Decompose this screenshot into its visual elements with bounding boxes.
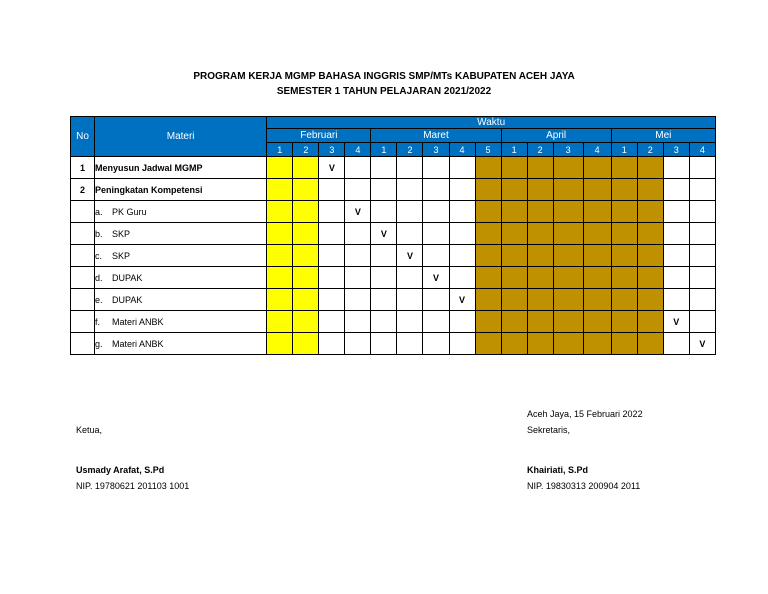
table-row [71, 267, 716, 289]
week-cell [611, 289, 637, 311]
week-cell [319, 289, 345, 311]
week-cell [527, 157, 553, 179]
week-cell [501, 179, 527, 201]
week-cell [371, 157, 397, 179]
table-row [71, 179, 716, 201]
sub-letter: f. [95, 316, 101, 327]
row-number: 1 [71, 157, 95, 179]
week-cell [553, 245, 583, 267]
week-header: 2 [637, 143, 663, 157]
week-cell [293, 223, 319, 245]
header-waktu: Waktu [267, 117, 716, 129]
week-cell [663, 201, 689, 223]
week-cell [397, 289, 423, 311]
check-mark: V [319, 157, 345, 179]
week-cell [583, 201, 611, 223]
week-cell [553, 289, 583, 311]
check-mark: V [371, 223, 397, 245]
week-cell [293, 179, 319, 201]
week-cell [611, 333, 637, 355]
activity-label: Menyusun Jadwal MGMP [95, 157, 267, 179]
week-header: 5 [475, 143, 501, 157]
week-cell [319, 267, 345, 289]
week-cell [397, 333, 423, 355]
week-cell [527, 179, 553, 201]
week-cell [267, 289, 293, 311]
week-cell [611, 157, 637, 179]
activity-label: DUPAK [112, 272, 143, 283]
week-cell [345, 179, 371, 201]
secretary-role: Sekretaris, [527, 425, 571, 435]
activity-label: SKP [112, 228, 131, 239]
check-mark: V [423, 267, 449, 289]
week-header: 4 [345, 143, 371, 157]
row-number [71, 223, 95, 245]
secretary-nip: NIP. 19830313 200904 2011 [527, 481, 641, 491]
week-cell [583, 267, 611, 289]
week-cell [345, 157, 371, 179]
sub-activity [95, 245, 267, 267]
header-materi: Materi [95, 117, 267, 157]
week-cell [583, 245, 611, 267]
week-cell [637, 289, 663, 311]
week-cell [501, 311, 527, 333]
week-cell [319, 333, 345, 355]
week-cell [423, 311, 449, 333]
week-cell [475, 245, 501, 267]
week-cell [345, 223, 371, 245]
table-row [71, 157, 716, 179]
week-cell [527, 201, 553, 223]
activity-label: Materi ANBK [112, 338, 164, 349]
week-cell [345, 311, 371, 333]
week-cell [267, 311, 293, 333]
week-cell [449, 245, 475, 267]
check-mark: V [663, 311, 689, 333]
week-cell [501, 157, 527, 179]
week-cell [267, 201, 293, 223]
week-cell [689, 289, 715, 311]
table-row [71, 311, 716, 333]
week-cell [397, 157, 423, 179]
table-row [71, 223, 716, 245]
week-cell [527, 333, 553, 355]
week-cell [345, 333, 371, 355]
week-cell [345, 289, 371, 311]
week-cell [689, 179, 715, 201]
sub-activity [95, 289, 267, 311]
week-cell [663, 179, 689, 201]
week-cell [553, 333, 583, 355]
week-header: 3 [663, 143, 689, 157]
check-mark: V [397, 245, 423, 267]
week-cell [689, 223, 715, 245]
week-cell [663, 289, 689, 311]
place-date: Aceh Jaya, 15 Februari 2022 [527, 409, 643, 419]
week-cell [689, 311, 715, 333]
week-cell [475, 157, 501, 179]
week-cell [501, 267, 527, 289]
week-cell [371, 245, 397, 267]
week-cell [449, 223, 475, 245]
week-cell [423, 289, 449, 311]
week-cell [345, 267, 371, 289]
week-cell [345, 245, 371, 267]
month-header: Februari [267, 129, 371, 143]
week-cell [475, 267, 501, 289]
week-cell [689, 245, 715, 267]
week-cell [449, 333, 475, 355]
week-cell [527, 289, 553, 311]
week-cell [267, 267, 293, 289]
week-cell [583, 179, 611, 201]
week-cell [637, 201, 663, 223]
week-header: 2 [293, 143, 319, 157]
week-cell [475, 333, 501, 355]
week-cell [553, 201, 583, 223]
sub-activity [95, 267, 267, 289]
week-cell [371, 289, 397, 311]
sub-activity [95, 201, 267, 223]
week-cell [553, 223, 583, 245]
week-cell [611, 201, 637, 223]
table-row [71, 333, 716, 355]
check-mark: V [449, 289, 475, 311]
header-no: No [71, 117, 95, 157]
activity-label: Peningkatan Kompetensi [95, 179, 267, 201]
week-cell [449, 311, 475, 333]
row-number [71, 201, 95, 223]
week-cell [319, 245, 345, 267]
week-cell [475, 311, 501, 333]
week-header: 4 [689, 143, 715, 157]
sub-activity [95, 333, 267, 355]
document-title: PROGRAM KERJA MGMP BAHASA INGGRIS SMP/MTs KABUPATEN ACEH JAYA [193, 71, 575, 82]
week-header: 4 [583, 143, 611, 157]
table-row [71, 289, 716, 311]
week-cell [267, 157, 293, 179]
week-cell [501, 245, 527, 267]
week-cell [371, 179, 397, 201]
month-header: Maret [371, 129, 501, 143]
week-cell [319, 201, 345, 223]
week-cell [293, 289, 319, 311]
week-cell [527, 267, 553, 289]
week-cell [637, 245, 663, 267]
week-cell [583, 157, 611, 179]
week-cell [475, 223, 501, 245]
week-cell [583, 223, 611, 245]
week-cell [475, 179, 501, 201]
week-cell [501, 201, 527, 223]
week-cell [423, 333, 449, 355]
week-cell [319, 179, 345, 201]
row-number: 2 [71, 179, 95, 201]
secretary-name: Khairiati, S.Pd [527, 465, 589, 475]
week-cell [423, 179, 449, 201]
sub-letter: d. [95, 272, 103, 283]
week-cell [475, 289, 501, 311]
table-row [71, 201, 716, 223]
week-cell [371, 201, 397, 223]
week-header: 3 [423, 143, 449, 157]
week-cell [611, 311, 637, 333]
week-cell [293, 267, 319, 289]
week-cell [611, 223, 637, 245]
week-cell [319, 311, 345, 333]
week-cell [449, 157, 475, 179]
table-row [71, 245, 716, 267]
week-cell [449, 179, 475, 201]
week-header: 2 [397, 143, 423, 157]
week-cell [397, 267, 423, 289]
week-cell [449, 267, 475, 289]
week-cell [293, 333, 319, 355]
sub-letter: c. [95, 250, 103, 261]
week-cell [267, 245, 293, 267]
sub-activity [95, 223, 267, 245]
row-number [71, 267, 95, 289]
week-cell [553, 311, 583, 333]
week-cell [397, 311, 423, 333]
week-cell [553, 157, 583, 179]
row-number [71, 289, 95, 311]
week-cell [611, 267, 637, 289]
week-cell [583, 333, 611, 355]
activity-label: Materi ANBK [112, 316, 164, 327]
week-cell [689, 267, 715, 289]
week-cell [663, 245, 689, 267]
row-number [71, 245, 95, 267]
week-cell [371, 333, 397, 355]
week-cell [501, 289, 527, 311]
document-subtitle: SEMESTER 1 TAHUN PELAJARAN 2021/2022 [276, 86, 492, 97]
week-header: 2 [527, 143, 553, 157]
week-cell [663, 157, 689, 179]
activity-label: DUPAK [112, 294, 143, 305]
week-cell [689, 201, 715, 223]
row-number [71, 333, 95, 355]
week-cell [293, 201, 319, 223]
check-mark: V [345, 201, 371, 223]
week-cell [637, 179, 663, 201]
week-cell [449, 201, 475, 223]
week-cell [501, 223, 527, 245]
week-cell [267, 179, 293, 201]
week-cell [663, 223, 689, 245]
sub-letter: e. [95, 294, 103, 305]
week-cell [583, 289, 611, 311]
week-cell [637, 267, 663, 289]
week-cell [371, 267, 397, 289]
sub-letter: a. [95, 206, 103, 217]
week-cell [663, 267, 689, 289]
week-cell [637, 311, 663, 333]
week-header: 1 [371, 143, 397, 157]
activity-label: SKP [112, 250, 131, 261]
week-cell [637, 333, 663, 355]
week-cell [611, 245, 637, 267]
week-header: 4 [449, 143, 475, 157]
week-cell [501, 333, 527, 355]
week-cell [423, 201, 449, 223]
activity-label: PK Guru [112, 206, 147, 217]
week-cell [293, 245, 319, 267]
week-cell [397, 201, 423, 223]
chair-role: Ketua, [76, 425, 103, 435]
row-number [71, 311, 95, 333]
week-cell [637, 223, 663, 245]
week-cell [267, 333, 293, 355]
week-cell [611, 179, 637, 201]
month-header: April [501, 129, 611, 143]
week-header: 1 [611, 143, 637, 157]
week-header: 3 [553, 143, 583, 157]
week-cell [527, 311, 553, 333]
week-cell [553, 267, 583, 289]
week-cell [553, 179, 583, 201]
chair-nip: NIP. 19780621 201103 1001 [76, 481, 190, 491]
week-cell [423, 245, 449, 267]
sub-activity [95, 311, 267, 333]
week-header: 1 [267, 143, 293, 157]
week-cell [527, 223, 553, 245]
week-cell [293, 157, 319, 179]
week-cell [319, 223, 345, 245]
week-cell [397, 223, 423, 245]
week-header: 1 [501, 143, 527, 157]
week-cell [371, 311, 397, 333]
chair-name: Usmady Arafat, S.Pd [76, 465, 165, 475]
week-header: 3 [319, 143, 345, 157]
week-cell [689, 157, 715, 179]
week-cell [583, 311, 611, 333]
week-cell [423, 157, 449, 179]
week-cell [475, 201, 501, 223]
week-cell [423, 223, 449, 245]
sub-letter: b. [95, 228, 103, 239]
week-cell [637, 157, 663, 179]
check-mark: V [689, 333, 715, 355]
week-cell [663, 333, 689, 355]
schedule-table [70, 116, 716, 355]
week-cell [293, 311, 319, 333]
week-cell [267, 223, 293, 245]
week-cell [527, 245, 553, 267]
week-cell [397, 179, 423, 201]
month-header: Mei [611, 129, 715, 143]
sub-letter: g. [95, 338, 103, 349]
